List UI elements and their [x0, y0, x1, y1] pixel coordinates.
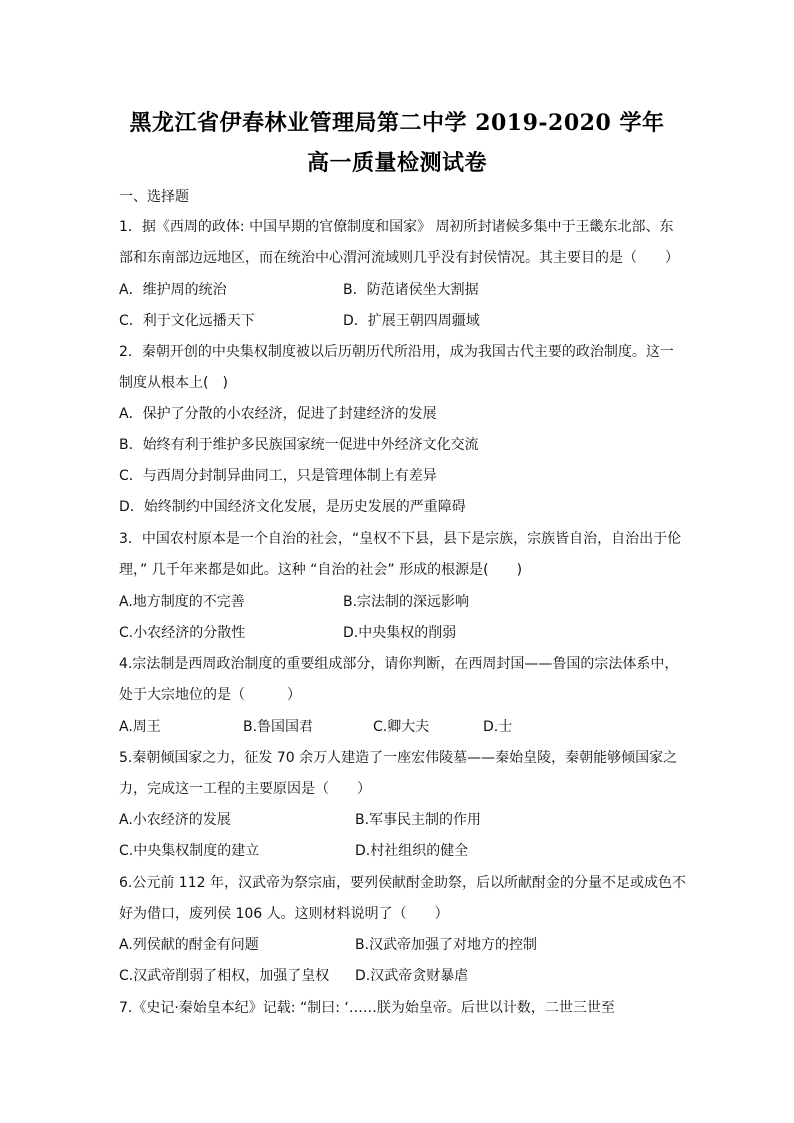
question-6-stem-line-1: 6.公元前 112 年，汉武帝为祭宗庙，要列侯献酎金助祭，后以所献酎金的分量不足或成色不 — [119, 875, 686, 891]
question-6-option-d: D.汉武帝贪财暴虐 — [355, 968, 469, 984]
question-6-option-c: C.汉武帝削弱了相权，加强了皇权 — [119, 968, 330, 984]
question-7-stem-line-1: 7.《史记·秦始皇本纪》记载: “制曰: ‘……朕为始皇帝。后世以计数，二世三世至 — [119, 1000, 615, 1016]
question-4-stem-line-1: 4.宗法制是西周政治制度的重要组成部分，请你判断，在西周封国——鲁国的宗法体系中， — [119, 656, 679, 672]
question-6-option-b: B.汉武帝加强了对地方的控制 — [355, 937, 538, 953]
section-heading: 一、选择题 — [119, 189, 189, 205]
question-6-option-a: A.列侯献的酎金有问题 — [119, 937, 259, 953]
question-1-option-d: D．扩展王朝四周疆域 — [343, 313, 480, 329]
question-4-option-a: A.周王 — [119, 719, 161, 735]
question-5-option-d: D.村社组织的健全 — [355, 843, 469, 859]
question-1-stem-line-1: 1．据《西周的政体: 中国早期的官僚制度和国家》 周初所封诸候多集中于王畿东北部、东 — [119, 219, 674, 235]
question-3-stem-line-1: 3．中国农村原本是一个自治的社会，“皇权不下县，县下是宗族，宗族皆自治，自治出于伦 — [119, 531, 682, 547]
question-4-stem-line-2: 处于大宗地位的是（ ） — [119, 687, 301, 703]
question-1-option-b: B．防范诸侯坐大割据 — [343, 282, 479, 298]
exam-title-line2: 高一质量检测试卷 — [306, 150, 487, 176]
question-5-stem-line-2: 力，完成这一工程的主要原因是（ ） — [119, 781, 371, 797]
question-4-option-b: B.鲁国国君 — [243, 719, 314, 735]
question-2-option-c: C．与西周分封制异曲同工，只是管理体制上有差异 — [119, 468, 437, 484]
exam-title-line1: 黑龙江省伊春林业管理局第二中学 2019-2020 学年 — [129, 110, 665, 136]
question-1-stem-line-2: 部和东南部边远地区，而在统治中心渭河流域则几乎没有封侯情况。其主要目的是（ ） — [119, 250, 679, 266]
question-3-option-a: A.地方制度的不完善 — [119, 594, 245, 610]
question-5-option-c: C.中央集权制度的建立 — [119, 843, 260, 859]
question-1-option-a: A．维护周的统治 — [119, 282, 227, 298]
question-2-option-d: D．始终制约中国经济文化发展，是历史发展的严重障碍 — [119, 499, 466, 515]
question-5-option-b: B.军事民主制的作用 — [355, 812, 482, 828]
question-4-option-c: C.卿大夫 — [373, 719, 430, 735]
question-5-stem-line-1: 5.秦朝倾国家之力，征发 70 余万人建造了一座宏伟陵墓——秦始皇陵，秦朝能够倾国家之 — [119, 750, 678, 766]
question-2-option-a: A．保护了分散的小农经济，促进了封建经济的发展 — [119, 406, 437, 422]
question-5-option-a: A.小农经济的发展 — [119, 812, 231, 828]
question-3-option-c: C.小农经济的分散性 — [119, 625, 246, 641]
question-4-option-d: D.士 — [483, 719, 513, 735]
question-3-option-b: B.宗法制的深远影响 — [343, 594, 470, 610]
question-3-option-d: D.中央集权的削弱 — [343, 625, 457, 641]
question-1-option-c: C．利于文化远播天下 — [119, 313, 255, 329]
question-2-stem-line-1: 2．秦朝开创的中央集权制度被以后历朝历代所沿用，成为我国古代主要的政治制度。这一 — [119, 344, 674, 360]
question-2-stem-line-2: 制度从根本上( ) — [119, 375, 228, 391]
question-2-option-b: B．始终有利于维护多民族国家统一促进中外经济文化交流 — [119, 437, 479, 453]
question-6-stem-line-2: 好为借口，废列侯 106 人。这则材料说明了（ ） — [119, 906, 449, 922]
question-3-stem-line-2: 理，” 几千年来都是如此。这种 “自治的社会” 形成的根源是( ) — [119, 562, 523, 578]
